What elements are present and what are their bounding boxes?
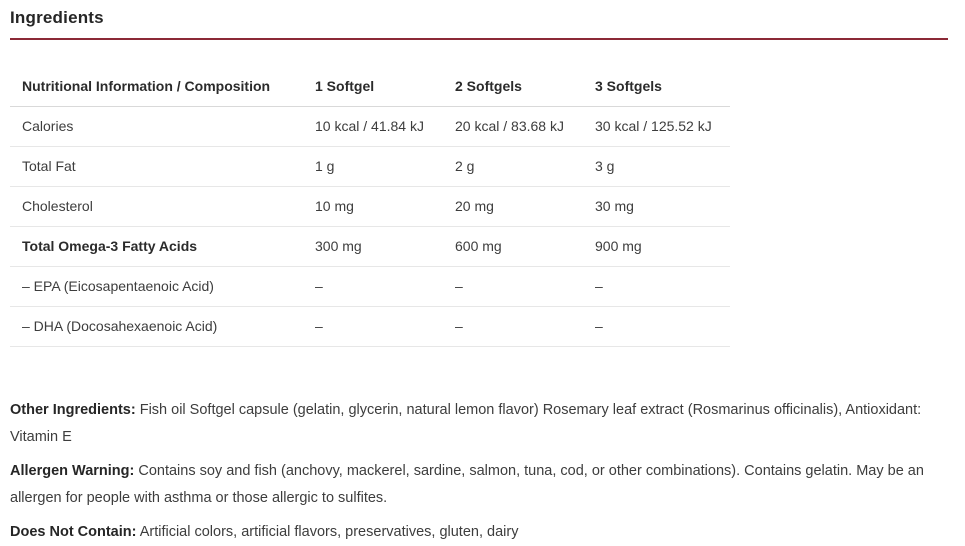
note-label: Allergen Warning:	[10, 462, 135, 479]
note-allergen-warning	[10, 458, 928, 512]
row-value: –	[443, 266, 583, 306]
row-value: 10 mg	[303, 186, 443, 226]
nutrition-table	[10, 66, 730, 347]
note-text: Fish oil Softgel capsule (gelatin, glycerin, natural lemon flavor) Rosemary leaf extract (Rosmarinus officinalis), Antioxidant: Vitamin E	[10, 401, 922, 445]
row-value: 20 mg	[443, 186, 583, 226]
row-value: 2 g	[443, 146, 583, 186]
row-value: 1 g	[303, 146, 443, 186]
note-label: Other Ingredients:	[10, 401, 136, 418]
row-value: 900 mg	[583, 226, 730, 266]
table-header-row	[10, 66, 730, 106]
column-header-3-softgels: 3 Softgels	[583, 66, 730, 106]
column-header-composition: Nutritional Information / Composition	[10, 66, 303, 106]
page-title: Ingredients	[10, 8, 104, 27]
table-row-epa	[10, 266, 730, 306]
row-label: Total Fat	[10, 146, 303, 186]
row-value: 30 mg	[583, 186, 730, 226]
row-value: –	[303, 266, 443, 306]
note-label: Does Not Contain:	[10, 523, 137, 540]
table-row-total-fat	[10, 146, 730, 186]
row-label: – DHA (Docosahexaenoic Acid)	[10, 306, 303, 346]
row-value: –	[303, 306, 443, 346]
note-does-not-contain	[10, 519, 928, 546]
row-label: Calories	[10, 106, 303, 146]
row-value: 30 kcal / 125.52 kJ	[583, 106, 730, 146]
column-header-2-softgels: 2 Softgels	[443, 66, 583, 106]
row-value: –	[583, 306, 730, 346]
row-value: –	[443, 306, 583, 346]
row-value: 3 g	[583, 146, 730, 186]
table-row-dha	[10, 306, 730, 346]
ingredient-notes	[10, 397, 928, 546]
row-label: Total Omega-3 Fatty Acids	[10, 226, 303, 266]
row-value: 600 mg	[443, 226, 583, 266]
note-text: Contains soy and fish (anchovy, mackerel, sardine, salmon, tuna, cod, or other combinations). Contains gelatin. May be an allergen for people with asthma or those allergic to sulfites.	[10, 462, 924, 506]
note-text: Artificial colors, artificial flavors, preservatives, gluten, dairy	[139, 523, 519, 540]
row-value: 10 kcal / 41.84 kJ	[303, 106, 443, 146]
note-other-ingredients	[10, 397, 928, 451]
row-value: –	[583, 266, 730, 306]
table-row-calories	[10, 106, 730, 146]
row-label: Cholesterol	[10, 186, 303, 226]
ingredients-section-header	[10, 0, 948, 40]
row-value: 300 mg	[303, 226, 443, 266]
table-row-omega-3	[10, 226, 730, 266]
table-row-cholesterol	[10, 186, 730, 226]
row-label: – EPA (Eicosapentaenoic Acid)	[10, 266, 303, 306]
row-value: 20 kcal / 83.68 kJ	[443, 106, 583, 146]
column-header-1-softgel: 1 Softgel	[303, 66, 443, 106]
